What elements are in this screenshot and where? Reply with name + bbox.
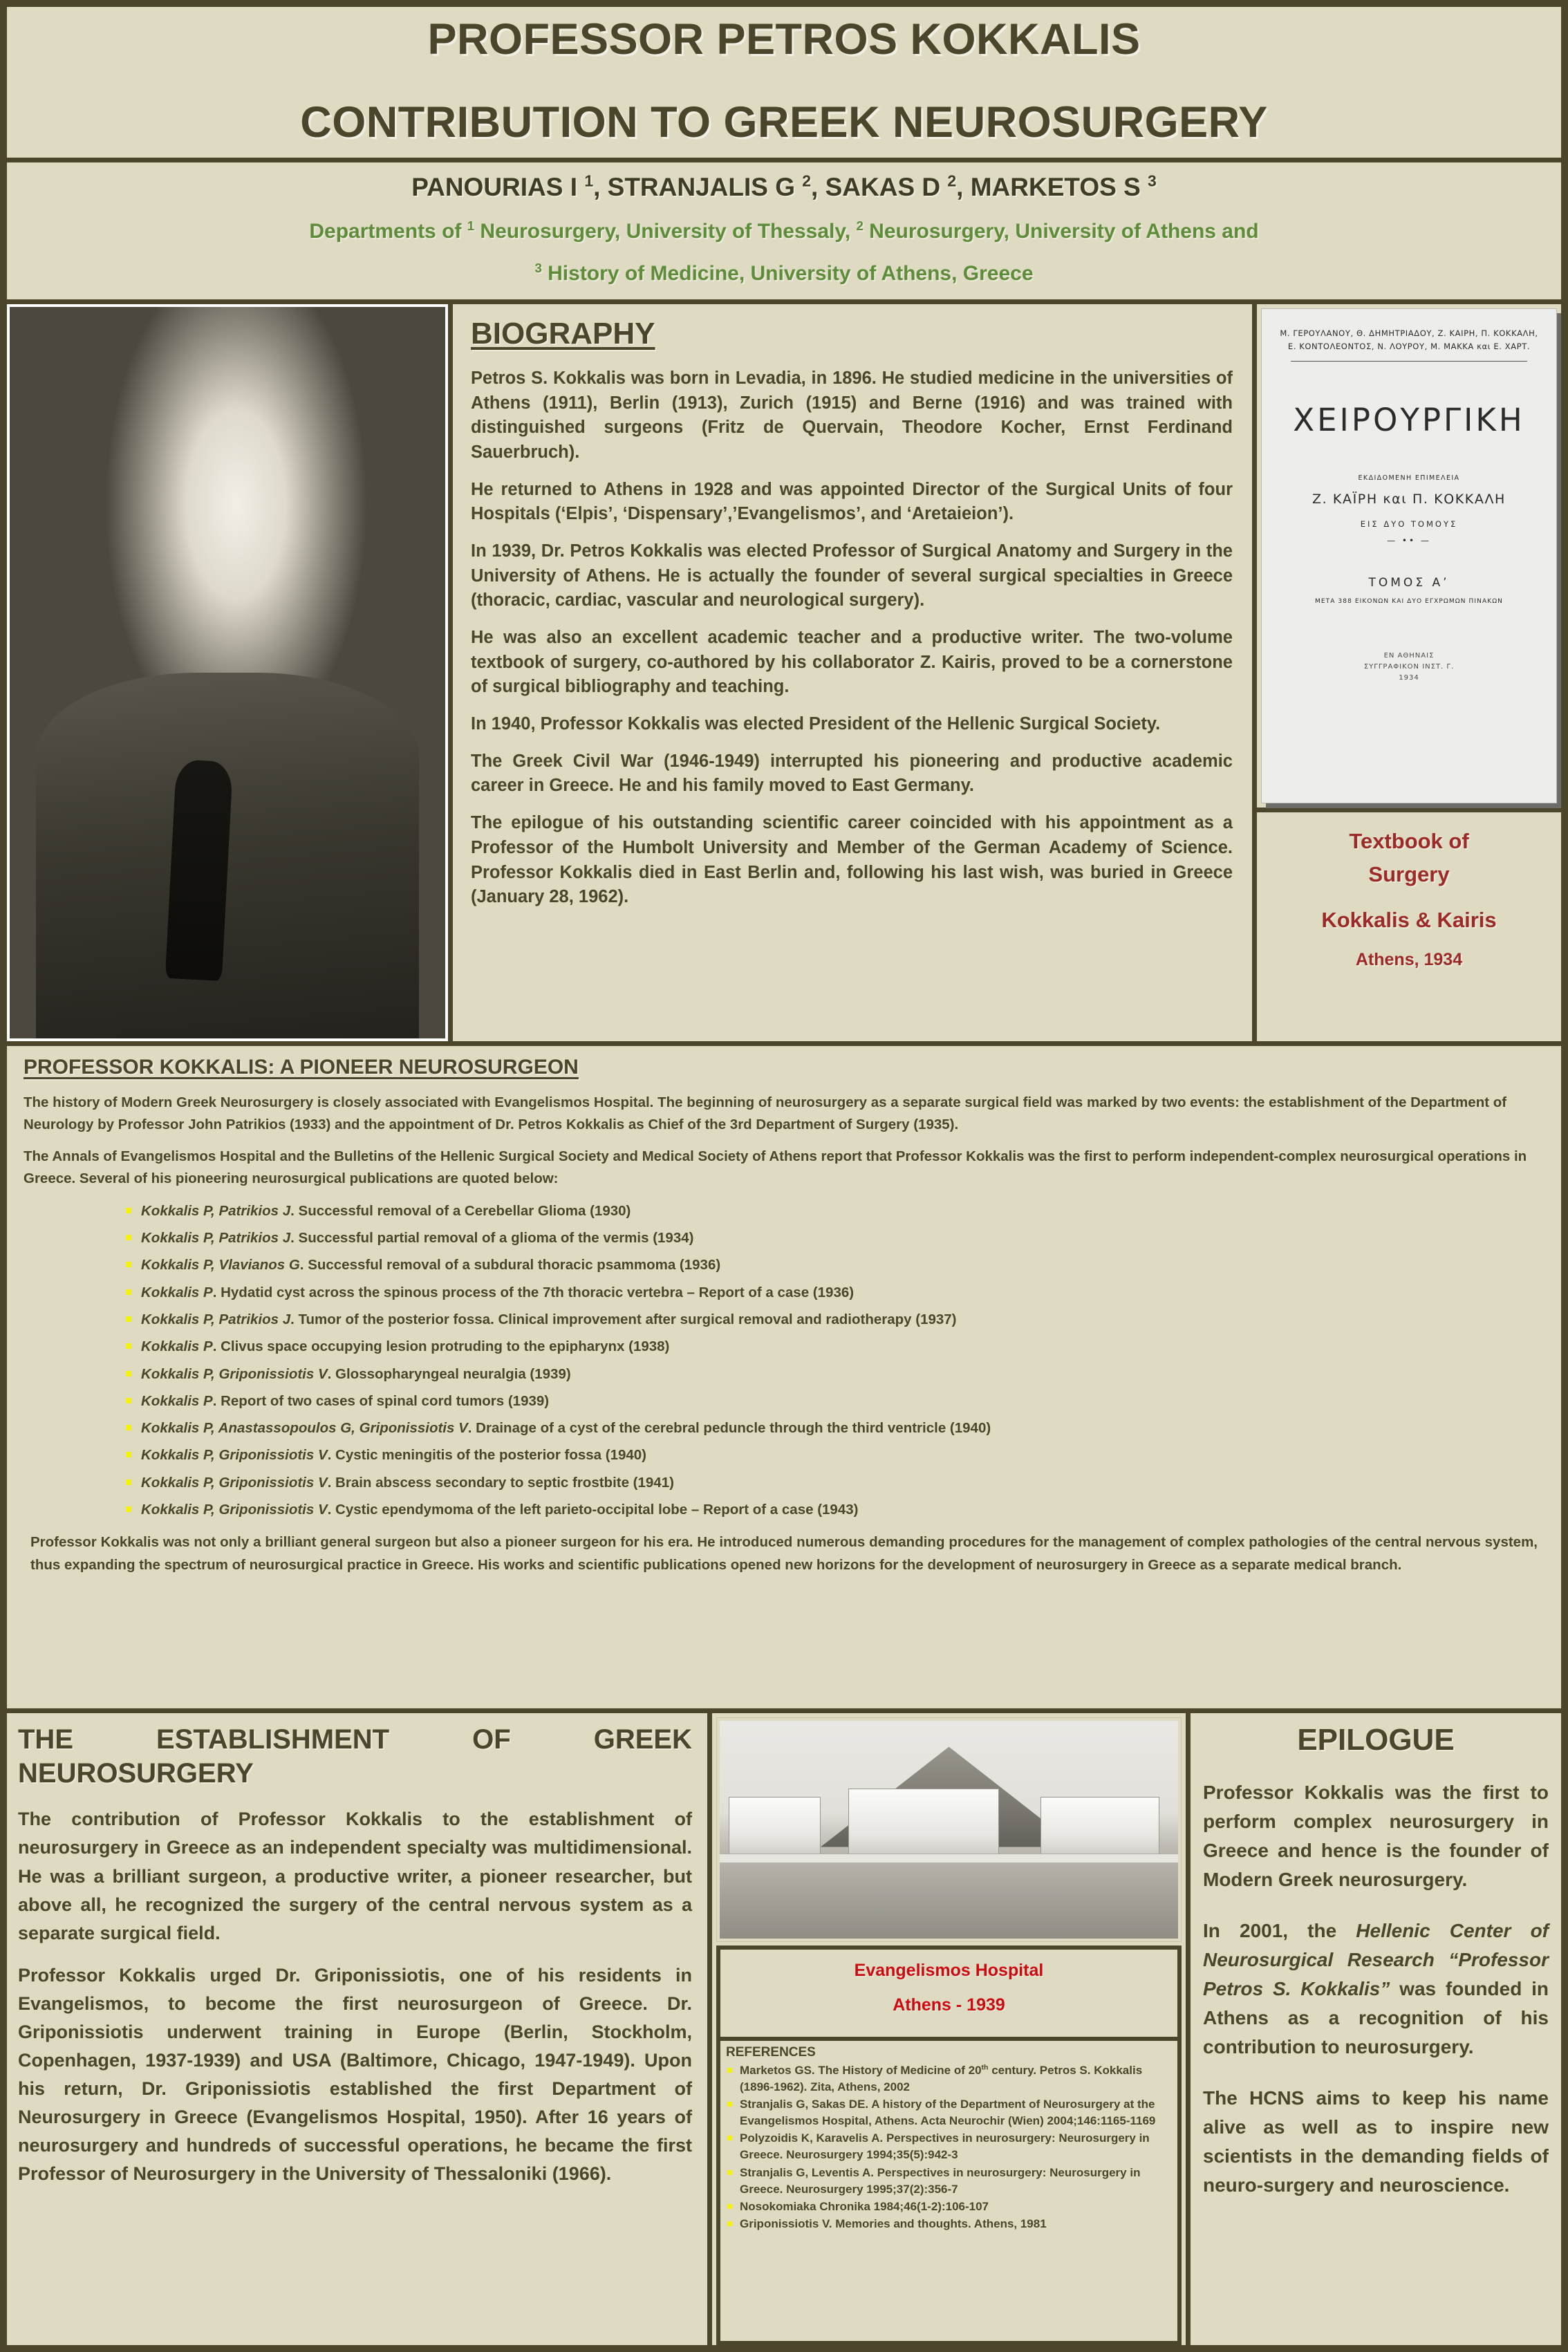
authors-block xyxy=(7,162,1561,304)
textbook-page-title: ΧΕΙΡΟΥΡΓΙΚΗ xyxy=(1293,401,1525,438)
publication-authors: Kokkalis P, Anastassopoulos G, Griponissiotis V xyxy=(141,1420,468,1437)
textbook-caption-line3: Kokkalis & Kairis xyxy=(1321,907,1497,932)
hospital-caption-line2: Athens - 1939 xyxy=(893,1995,1005,2015)
textbook-figure xyxy=(1257,304,1561,1041)
pioneer-section xyxy=(7,1046,1561,1713)
hcns-center-name: Hellenic Center of Neurosurgical Research “Professor Petros S. Kokkalis” xyxy=(1203,1919,1549,1999)
textbook-page-edited-label: ΕΚΔΙΔΟΜΕΝΗ ΕΠΙΜΕΛΕΙΑ xyxy=(1358,474,1460,482)
publication-title: . Tumor of the posterior fossa. Clinical improvement after surgical removal and radiotherapy (1937) xyxy=(290,1311,957,1327)
textbook-page-footer-publisher: ΣΥΓΓΡΑΦΙΚΟΝ ΙΝΣΤ. Γ. xyxy=(1363,662,1455,671)
references-box xyxy=(716,2041,1182,2345)
publication-item xyxy=(126,1336,1544,1358)
publication-item xyxy=(126,1499,1544,1521)
publication-title: . Successful partial removal of a glioma of the vermis (1934) xyxy=(290,1230,694,1247)
publication-item xyxy=(126,1227,1544,1249)
publication-authors: Kokkalis P, Vlavianos G xyxy=(141,1257,300,1273)
textbook-page-rule xyxy=(1291,361,1527,362)
establishment-paragraph: The contribution of Professor Kokkalis to the establishment of neurosurgery in Greece as an independent specialty was multidimensional. He was a brilliant surgeon, a productive writer, a pioneer researcher, but above all, he recognized the surgery of the central nervous system as a separate surgical field. xyxy=(18,1809,692,1943)
publication-item xyxy=(126,1200,1544,1222)
publication-title: . Report of two cases of spinal cord tumors (1939) xyxy=(212,1392,550,1409)
publication-authors: Kokkalis P, Griponissiotis V xyxy=(141,1447,328,1464)
reference-item: Polyzoidis K, Karavelis A. Perspectives in neurosurgery: Neurosurgery in Greece. Neurosurgery 1994;35(5):942-3 xyxy=(726,2130,1170,2163)
establishment-paragraph: Professor Kokkalis urged Dr. Griponissiotis, one of his residents in Evangelismos, to become the first neurosurgeon of Greece. Dr. Griponissiotis underwent training in Europe (Berlin, Stockholm, Copenhagen, 1937-1939) and USA (Baltimore, Chicago, 1947-1949). Upon his return, Dr. Griponissiotis established the first Department of Neurosurgery in Greece (Evangelismos Hospital, 1950). After 16 years of neurosurgery and hundreds of successful operations, he became the first Professor of Neurosurgery in the University of Thessaloniki (1966). xyxy=(18,1964,692,2184)
biography-paragraph: In 1940, Professor Kokkalis was elected President of the Hellenic Surgical Society. xyxy=(471,714,1161,734)
evangelismos-hospital-photo xyxy=(720,1721,1178,1939)
references-list xyxy=(726,2062,1170,2232)
reference-item: Stranjalis G, Sakas DE. A history of the Department of Neurosurgery at the Evangelismos Hospital, Athens. Acta Neurochir (Wien) 2004;146:1165-1169 xyxy=(726,2096,1170,2129)
textbook-page-ornament: — •• — xyxy=(1387,535,1431,545)
bottom-row xyxy=(7,1713,1561,2345)
establishment-section xyxy=(7,1713,712,2345)
publication-title: . Glossopharyngeal neuralgia (1939) xyxy=(327,1365,571,1382)
epilogue-paragraph-1: Professor Kokkalis was the first to perform complex neurosurgery in Greece and hence is the founder of Modern Greek neurosurgery. xyxy=(1203,1781,1549,1890)
page-title: PROFESSOR PETROS KOKKALIS xyxy=(427,15,1141,64)
establishment-heading: THE ESTABLISHMENT OF GREEK NEUROSURGERY xyxy=(18,1724,692,1789)
affiliation-line-1: Departments of $^1$ Neurosurgery, University of Thessaly, $^2$ Neurosurgery, University of Athens and xyxy=(309,218,1259,243)
publication-authors: Kokkalis P, Patrikios J xyxy=(141,1311,291,1327)
kokkalis-portrait-photo xyxy=(10,307,445,1038)
reference-item: Stranjalis G, Leventis A. Perspectives in neurosurgery: Neurosurgery in Greece. Neurosurgery 1995;37(2):356-7 xyxy=(726,2165,1170,2198)
publication-item xyxy=(126,1390,1544,1412)
hospital-building-right xyxy=(1040,1797,1159,1856)
publication-title: . Drainage of a cyst of the cerebral peduncle through the third ventricle (1940) xyxy=(467,1420,991,1437)
publication-authors: Kokkalis P, Griponissiotis V xyxy=(141,1501,328,1518)
textbook-image-frame xyxy=(1257,304,1561,812)
textbook-page-footer xyxy=(1276,651,1542,684)
textbook-page-editors: Ζ. ΚΑΪΡΗ και Π. ΚΟΚΚΑΛΗ xyxy=(1312,491,1506,507)
biography-heading: BIOGRAPHY xyxy=(471,316,655,351)
textbook-caption-line2: Surgery xyxy=(1368,861,1450,886)
biography-paragraph: He returned to Athens in 1928 and was appointed Director of the Surgical Units of four Hospitals (‘Elpis’, ‘Dispensary’,’Evangelismos’, and ‘Aretaieion’). xyxy=(471,479,1233,524)
author-names: PANOURIAS I $^1$, STRANJALIS G $^2$, SAKAS D $^2$, MARKETOS S $^3$ xyxy=(411,171,1157,201)
textbook-caption-line4: Athens, 1934 xyxy=(1355,950,1463,969)
textbook-page-authors-line2: Ε. ΚΟΝΤΟΛΕΟΝΤΟΣ, Ν. ΛΟΥΡΟΥ, Μ. ΜΑΚΚΑ και Ε. ΧΑΡΤ. xyxy=(1287,342,1531,352)
page-subtitle: CONTRIBUTION TO GREEK NEUROSURGERY xyxy=(300,98,1268,147)
publication-item xyxy=(126,1309,1544,1331)
publication-authors: Kokkalis P, Patrikios J xyxy=(141,1230,291,1247)
biography-row xyxy=(7,304,1561,1046)
hospital-building-center xyxy=(848,1789,1000,1856)
biography-paragraph: The Greek Civil War (1946-1949) interrupted his pioneering and productive academic career in Greece. He and his family moved to East Germany. xyxy=(471,751,1233,796)
publication-title: . Brain abscess secondary to septic frostbite (1941) xyxy=(327,1474,674,1491)
pioneer-paragraph-1: The history of Modern Greek Neurosurgery is closely associated with Evangelismos Hospital. The beginning of neurosurgery as a separate surgical field was marked by two events: the establishment of the Department of Neurology by Professor John Patrikios (1933) and the appointment of Dr. Petros Kokkalis as Chief of the 3rd Department of Surgery (1935). xyxy=(24,1094,1507,1132)
publication-title: . Clivus space occupying lesion protruding to the epipharynx (1938) xyxy=(212,1338,670,1355)
portrait-figure xyxy=(7,304,453,1041)
publication-authors: Kokkalis P xyxy=(141,1284,213,1300)
publication-title: . Successful removal of a Cerebellar Glioma (1930) xyxy=(290,1202,631,1219)
textbook-page-footer-city: ΕΝ ΑΘΗΝΑΙΣ xyxy=(1383,651,1435,660)
epilogue-paragraph-3: The HCNS aims to keep his name alive as well as to inspire new scientists in the demanding fields of neuro-surgery and neuroscience. xyxy=(1203,2087,1549,2196)
biography-paragraph: Petros S. Kokkalis was born in Levadia, in 1896. He studied medicine in the universities of Athens (1911), Berlin (1913), Zurich (1915) and Berne (1916) and was trained with distinguished surgeons (Fritz de Quervain, Theodore Kocher, Ernst Ferdinand Sauerbruch). xyxy=(471,368,1233,462)
affiliation-line-2: $^3$ History of Medicine, University of Athens, Greece xyxy=(534,261,1034,286)
pioneer-closing-paragraph: Professor Kokkalis was not only a brilliant general surgeon but also a pioneer surgeon for his era. He introduced numerous demanding procedures for the management of complex pathologies of the central nervous system, thus expanding the spectrum of neurosurgical practice in Greece. His works and scientific publications opened new horizons for the development of neurosurgery in Greece as a separate medical branch. xyxy=(30,1533,1538,1573)
textbook-page-authors-line1: Μ. ΓΕΡΟΥΛΑΝΟΥ, Θ. ΔΗΜΗΤΡΙΑΔΟΥ, Ζ. ΚΑΙΡΗ, Π. ΚΟΚΚΑΛΗ, xyxy=(1280,328,1538,338)
textbook-page-meta: ΜΕΤΑ 388 ΕΙΚΟΝΩΝ ΚΑΙ ΔΥΟ ΕΓΧΡΩΜΩΝ ΠΙΝΑΚΩΝ xyxy=(1314,597,1504,605)
publication-item xyxy=(126,1472,1544,1494)
poster-header xyxy=(7,7,1561,162)
publication-title: . Successful removal of a subdural thoracic psammoma (1936) xyxy=(299,1257,721,1273)
publication-title: . Cystic ependymoma of the left parieto-occipital lobe – Report of a case (1943) xyxy=(327,1501,859,1518)
references-heading: REFERENCES xyxy=(726,2044,816,2060)
publication-item xyxy=(126,1282,1544,1304)
hospital-and-references-column xyxy=(712,1713,1191,2345)
biography-paragraph: In 1939, Dr. Petros Kokkalis was elected Professor of Surgical Anatomy and Surgery in the University of Athens. He is actually the founder of several surgical specialties in Greece (thoracic, cardiac, vascular and neurological surgery). xyxy=(471,541,1233,610)
publication-item xyxy=(126,1363,1544,1385)
textbook-page-tomos: ΤΟΜΟΣ Α’ xyxy=(1368,575,1450,590)
epilogue-paragraph-2: In 2001, the Hellenic Center of Neurosurgical Research “Professor Petros S. Kokkalis” was founded in Athens as a recognition of his contribution to neurosurgery. xyxy=(1203,1919,1549,2057)
publication-list xyxy=(126,1200,1544,1521)
pioneer-heading: PROFESSOR KOKKALIS: A PIONEER NEUROSURGEON xyxy=(24,1055,579,1079)
publication-authors: Kokkalis P xyxy=(141,1338,213,1355)
publication-authors: Kokkalis P, Patrikios J xyxy=(141,1202,291,1219)
author-list xyxy=(25,171,1543,203)
publication-authors: Kokkalis P, Griponissiotis V xyxy=(141,1474,328,1491)
textbook-page-volumes: ΕΙΣ ΔΥΟ ΤΟΜΟΥΣ xyxy=(1360,519,1458,529)
publication-authors: Kokkalis P, Griponissiotis V xyxy=(141,1365,328,1382)
textbook-title-page xyxy=(1261,308,1557,803)
hospital-caption-line1: Evangelismos Hospital xyxy=(854,1960,1044,1980)
epilogue-heading: EPILOGUE xyxy=(1297,1722,1455,1757)
hospital-caption xyxy=(716,1945,1182,2041)
textbook-caption-line1: Textbook of xyxy=(1349,828,1469,853)
reference-item: Marketos GS. The History of Medicine of 20th century. Petros S. Kokkalis (1896-1962). Zita, Athens, 2002 xyxy=(726,2062,1170,2096)
publication-item xyxy=(126,1417,1544,1439)
publication-item xyxy=(126,1444,1544,1466)
textbook-page-footer-year: 1934 xyxy=(1399,673,1419,682)
publication-item xyxy=(126,1254,1544,1276)
publication-title: . Hydatid cyst across the spinous process of the 7th thoracic vertebra – Report of a case (1936) xyxy=(212,1284,855,1300)
hospital-image-frame xyxy=(716,1717,1182,1942)
reference-item: Griponissiotis V. Memories and thoughts. Athens, 1981 xyxy=(726,2216,1170,2232)
hospital-building-left xyxy=(729,1797,821,1856)
biography-paragraph: He was also an excellent academic teacher and a productive writer. The two-volume textbook of surgery, co-authored by his collaborator Z. Kairis, proved to be a cornerstone of surgical bibliography and teaching. xyxy=(471,628,1233,697)
epilogue-section xyxy=(1191,1713,1561,2345)
foreground-ground xyxy=(720,1860,1178,1938)
pioneer-paragraph-2: The Annals of Evangelismos Hospital and the Bulletins of the Hellenic Surgical Society and Medical Society of Athens report that Professor Kokkalis was the first to perform independent-complex neurosurgical operations in Greece. Several of his pioneering neurosurgical publications are quoted below: xyxy=(24,1148,1527,1187)
biography-paragraph: The epilogue of his outstanding scientific career coincided with his appointment as a Professor of the Humbolt University and Member of the German Academy of Science. Professor Kokkalis died in East Berlin and, following his last wish, was buried in Greece (January 28, 1962). xyxy=(471,813,1233,907)
biography-section xyxy=(453,304,1257,1041)
publication-authors: Kokkalis P xyxy=(141,1392,213,1409)
reference-item: Nosokomiaka Chronika 1984;46(1-2):106-107 xyxy=(726,2199,1170,2215)
publication-title: . Cystic meningitis of the posterior fossa (1940) xyxy=(327,1447,647,1464)
textbook-caption xyxy=(1257,812,1561,1041)
